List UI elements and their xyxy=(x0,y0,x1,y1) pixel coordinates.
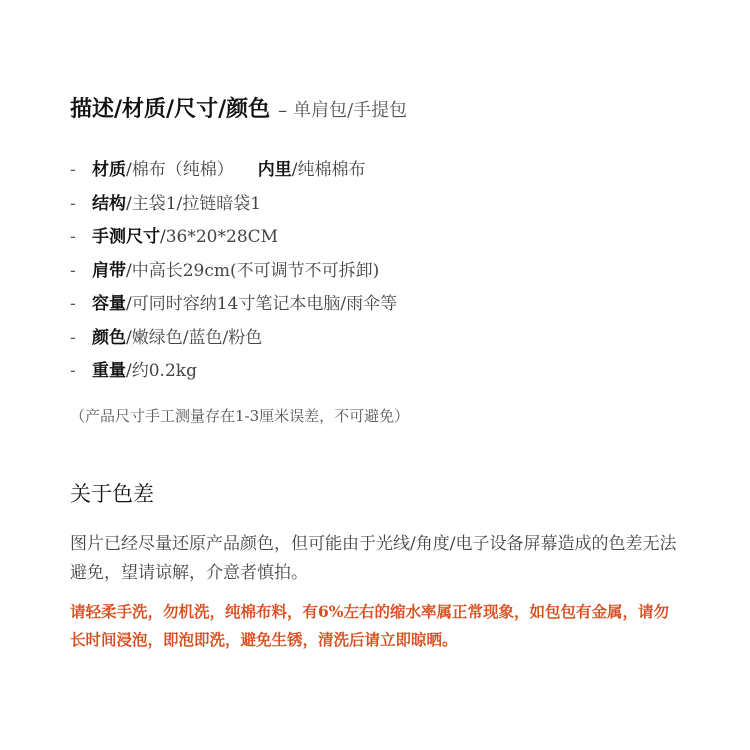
list-dash: - xyxy=(70,327,76,348)
spec-value: 可同时容纳14寸笔记本电脑/雨伞等 xyxy=(131,294,398,314)
spec-label: 结构 xyxy=(92,193,126,214)
spec-value: 主袋1/拉链暗袋1 xyxy=(131,193,262,214)
spec-value: 约0.2kg xyxy=(131,361,197,381)
list-dash: - xyxy=(70,260,76,281)
spec-item-material xyxy=(70,155,397,189)
spec-list xyxy=(70,155,397,390)
list-dash: - xyxy=(70,361,76,381)
slash: / xyxy=(160,227,166,247)
heading-subtitle: 单肩包/手提包 xyxy=(293,100,408,121)
spec-label: 手测尺寸 xyxy=(92,227,160,247)
slash: / xyxy=(126,160,132,180)
washing-warning: 请轻柔手洗，勿机洗，纯棉布料，有6%左右的缩水率属正常现象，如包包有金属，请勿长时间浸泡，即泡即洗，避免生锈，清洗后请立即晾晒。 xyxy=(70,602,670,649)
section-heading xyxy=(70,92,407,123)
slash: / xyxy=(126,193,132,214)
color-difference-title: 关于色差 xyxy=(70,482,154,506)
spec-item-color xyxy=(70,323,397,357)
list-dash: - xyxy=(70,193,76,214)
spec-label: 材质 xyxy=(92,160,126,180)
spec-value: 中高长29cm(不可调节不可拆卸) xyxy=(131,260,380,281)
slash: / xyxy=(126,361,132,381)
spec-item-size xyxy=(70,222,397,256)
heading-separator: – xyxy=(278,100,288,121)
spec-label: 容量 xyxy=(92,294,126,314)
spec-item-capacity xyxy=(70,289,397,323)
slash: / xyxy=(126,294,132,314)
list-dash: - xyxy=(70,227,76,247)
color-difference-paragraph: 图片已经尽量还原产品颜色，但可能由于光线/角度/电子设备屏幕造成的色差无法避免，望请谅解，介意者慎拍。 xyxy=(70,534,677,583)
spec-label: 肩带 xyxy=(92,260,126,281)
spec-item-weight xyxy=(70,356,397,390)
heading-main: 描述/材质/尺寸/颜色 xyxy=(70,96,271,122)
list-dash: - xyxy=(70,294,76,314)
spec-value-lining: 纯棉棉布 xyxy=(297,160,366,180)
slash: / xyxy=(126,260,132,281)
measurement-note: （产品尺寸手工测量存在1-3厘米误差，不可避免） xyxy=(70,407,410,425)
spec-label-lining: 内里 xyxy=(257,160,292,180)
list-dash: - xyxy=(70,160,76,180)
slash: / xyxy=(291,160,298,180)
spec-value: 36*20*28CM xyxy=(165,227,279,247)
spec-item-structure xyxy=(70,189,397,223)
spec-item-strap xyxy=(70,256,397,290)
slash: / xyxy=(126,327,132,348)
spec-label: 重量 xyxy=(92,361,126,381)
spec-label: 颜色 xyxy=(92,327,126,348)
spec-value: 棉布（纯棉） xyxy=(131,160,234,180)
spec-value: 嫩绿色/蓝色/粉色 xyxy=(131,327,263,348)
